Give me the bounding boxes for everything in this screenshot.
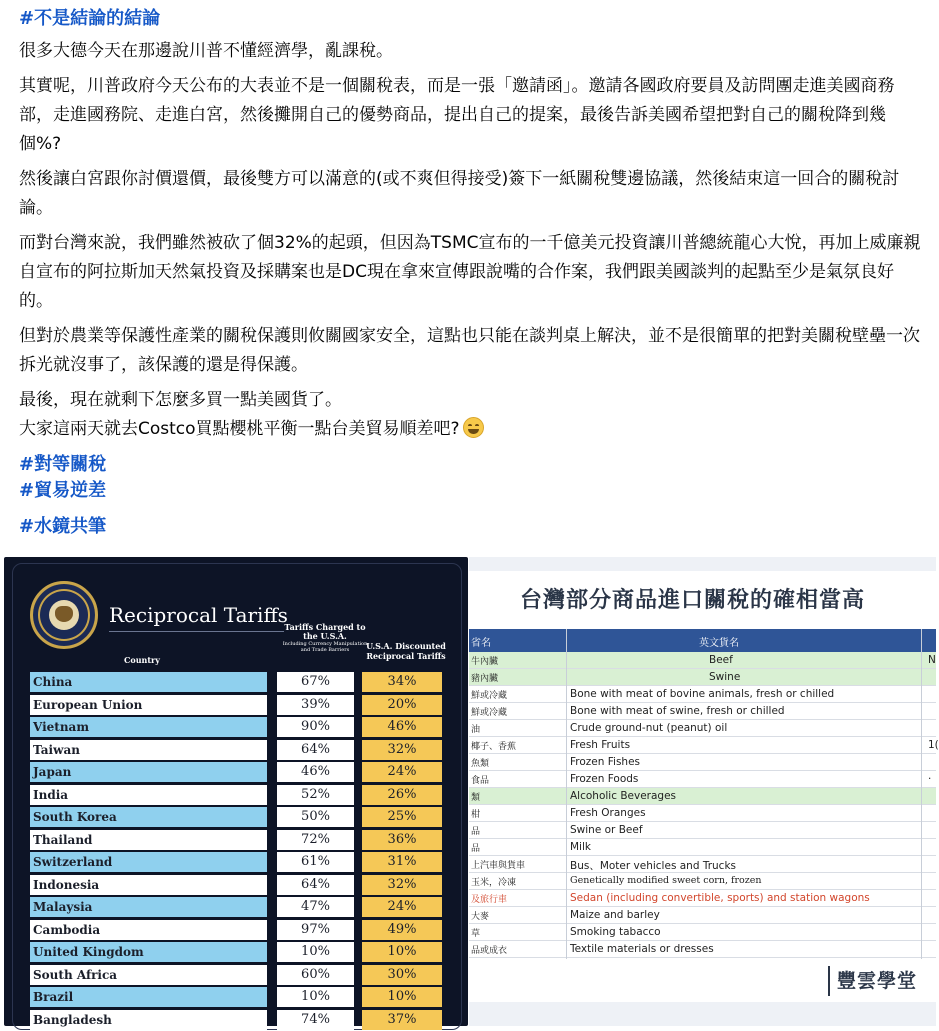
taiwan-table-row	[469, 771, 936, 788]
zh-item-name: 及旅行車	[471, 892, 507, 905]
country-name: United Kingdom	[30, 942, 267, 962]
paragraph-4: 而對台灣來說，我們雖然被砍了個32%的起頭，但因為TSMC宣布的一千億美元投資讓川普總統龍心大悅，再加上威廉親自宣布的阿拉斯加天然氣投資及採購案也是DC現在拿來宣傳跟說嘴的合作案，我們跟美國談判的起點至少是氣氛良好的。	[19, 229, 924, 316]
country-name: Brazil	[30, 987, 267, 1007]
tariff-charged-value: 64%	[277, 875, 354, 895]
tariff-row	[30, 739, 450, 762]
en-item-name: Sedan (including convertible, sports) and station wagons	[570, 892, 870, 904]
tariff-rate-cell: 1(	[928, 739, 939, 751]
reciprocal-tariffs-image[interactable]	[4, 557, 468, 1026]
brand-logo-text: 豐雲學堂	[837, 966, 917, 993]
tariff-row	[30, 851, 450, 874]
en-item-name: Bus、Moter vehicles and Trucks	[570, 858, 736, 873]
taiwan-table-row	[469, 873, 936, 890]
tariff-discounted-value: 10%	[362, 942, 442, 962]
taiwan-table-row	[469, 822, 936, 839]
tariff-discounted-value: 49%	[362, 920, 442, 940]
country-name: South Korea	[30, 807, 267, 827]
header-zh-name: 省名	[471, 634, 491, 649]
tariff-charged-value: 90%	[277, 717, 354, 737]
tariff-charged-value: 60%	[277, 965, 354, 985]
country-name: India	[30, 785, 267, 805]
zh-item-name: 牛內臟	[471, 654, 498, 667]
taiwan-table-title: 台灣部分商品進口關稅的確相當高	[520, 583, 865, 614]
tariff-row	[30, 1009, 450, 1031]
taiwan-table-row	[469, 686, 936, 703]
tariff-charged-value: 64%	[277, 740, 354, 760]
taiwan-table-row	[469, 720, 936, 737]
taiwan-table-row	[469, 754, 936, 771]
taiwan-table-row	[469, 941, 936, 958]
tariff-row	[30, 761, 450, 784]
hashtag-list	[19, 452, 924, 540]
zh-item-name: 類	[471, 790, 480, 803]
country-name: South Africa	[30, 965, 267, 985]
tariff-rate-cell: ·	[928, 773, 931, 785]
table-divider	[566, 629, 567, 959]
tariff-row	[30, 829, 450, 852]
taiwan-table-row	[469, 652, 936, 669]
zh-item-name: 豬內臟	[471, 671, 498, 684]
zh-item-name: 品	[471, 824, 480, 837]
tariff-discounted-value: 26%	[362, 785, 442, 805]
zh-item-name: 鮮或冷藏	[471, 705, 507, 718]
tariff-discounted-value: 31%	[362, 852, 442, 872]
tariff-row	[30, 694, 450, 717]
en-item-name: Genetically modified sweet corn, frozen	[570, 875, 762, 886]
column-header-discounted: U.S.A. Discounted Reciprocal Tariffs	[366, 641, 446, 661]
paragraph-1: 很多大德今天在那邊說川普不懂經濟學，亂課稅。	[19, 37, 924, 66]
tariff-charged-value: 10%	[277, 987, 354, 1007]
tariff-row	[30, 784, 450, 807]
en-item-name: Alcoholic Beverages	[570, 790, 676, 802]
en-item-name: Bone with meat of bovine animals, fresh or chilled	[570, 688, 834, 700]
tariff-charged-value: 10%	[277, 942, 354, 962]
zh-item-name: 椰子、香蕉	[471, 739, 516, 752]
tariff-row	[30, 716, 450, 739]
tariff-row	[30, 941, 450, 964]
tariff-discounted-value: 30%	[362, 965, 442, 985]
taiwan-table-row	[469, 737, 936, 754]
en-item-name: Crude ground-nut (peanut) oil	[570, 722, 727, 734]
tariff-discounted-value: 10%	[362, 987, 442, 1007]
country-name: China	[30, 672, 267, 692]
taiwan-table-header	[469, 629, 936, 652]
country-name: Japan	[30, 762, 267, 782]
taiwan-table-row	[469, 669, 936, 686]
closing-line-1: 最後，現在就剩下怎麼多買一點美國貨了。	[19, 390, 342, 410]
taiwan-tariff-table	[469, 629, 936, 958]
tariff-charged-value: 74%	[277, 1010, 354, 1030]
tariff-discounted-value: 37%	[362, 1010, 442, 1030]
zh-item-name: 玉米，冷凍	[471, 875, 516, 888]
tariff-table	[30, 671, 450, 1031]
country-name: Thailand	[30, 830, 267, 850]
taiwan-table-row	[469, 890, 936, 907]
hashtag-reciprocal-tariff[interactable]: #對等關稅	[19, 452, 924, 478]
title-underline	[109, 631, 284, 632]
reciprocal-tariffs-title: Reciprocal Tariffs	[109, 603, 288, 627]
taiwan-table-row	[469, 839, 936, 856]
tariff-charged-value: 67%	[277, 672, 354, 692]
taiwan-table-row	[469, 805, 936, 822]
column-header-charged-label: Tariffs Charged to the U.S.A.	[284, 622, 365, 641]
tariff-discounted-value: 36%	[362, 830, 442, 850]
zh-item-name: 草	[471, 926, 480, 939]
closing-line-2: 大家這兩天就去Costco買點櫻桃平衡一點台美貿易順差吧?	[19, 419, 460, 439]
tariff-charged-value: 39%	[277, 695, 354, 715]
taiwan-import-tariff-image[interactable]	[469, 557, 936, 1026]
tariff-row	[30, 964, 450, 987]
zh-item-name: 鮮或冷藏	[471, 688, 507, 701]
en-item-name: Frozen Fishes	[570, 756, 640, 768]
taiwan-table-row	[469, 703, 936, 720]
en-item-name: Beef	[709, 654, 733, 666]
column-header-charged	[282, 623, 368, 653]
tariff-discounted-value: 32%	[362, 740, 442, 760]
hashtag-trade-deficit[interactable]: #貿易逆差	[19, 478, 924, 504]
post-body	[19, 6, 924, 540]
en-item-name: Fresh Fruits	[570, 739, 630, 751]
zh-item-name: 魚類	[471, 756, 489, 769]
en-item-name: Maize and barley	[570, 909, 660, 921]
header-en-name: 英文貨名	[699, 634, 739, 649]
tariff-charged-value: 72%	[277, 830, 354, 850]
hashtag-shuijing[interactable]: #水鏡共筆	[19, 514, 924, 540]
tariff-discounted-value: 32%	[362, 875, 442, 895]
tariff-discounted-value: 46%	[362, 717, 442, 737]
tariff-rate-cell: N	[928, 654, 936, 666]
taiwan-table-row	[469, 907, 936, 924]
zh-item-name: 上汽車與貨車	[471, 858, 525, 871]
presidential-seal-icon	[30, 581, 98, 649]
taiwan-table-row	[469, 856, 936, 873]
en-item-name: Textile materials or dresses	[570, 943, 714, 955]
country-name: Taiwan	[30, 740, 267, 760]
tariff-discounted-value: 20%	[362, 695, 442, 715]
tariff-row	[30, 896, 450, 919]
tariff-row	[30, 986, 450, 1009]
column-header-country: Country	[124, 655, 160, 665]
zh-item-name: 品或成衣	[471, 943, 507, 956]
table-divider	[921, 629, 922, 959]
en-item-name: Fresh Oranges	[570, 807, 646, 819]
tariff-charged-value: 52%	[277, 785, 354, 805]
en-item-name: Swine or Beef	[570, 824, 643, 836]
paragraph-closing	[19, 386, 924, 444]
tariff-row	[30, 806, 450, 829]
grinning-sweat-emoji-icon	[463, 417, 484, 438]
en-item-name: Frozen Foods	[570, 773, 638, 785]
en-item-name: Bone with meat of swine, fresh or chilled	[570, 705, 785, 717]
tariff-discounted-value: 25%	[362, 807, 442, 827]
taiwan-table-row	[469, 924, 936, 941]
en-item-name: Swine	[709, 671, 740, 683]
image-bottom-band	[469, 1002, 936, 1026]
tariff-discounted-value: 24%	[362, 897, 442, 917]
country-name: European Union	[30, 695, 267, 715]
tariff-charged-value: 61%	[277, 852, 354, 872]
taiwan-table-row	[469, 788, 936, 805]
country-name: Bangladesh	[30, 1010, 267, 1030]
country-name: Indonesia	[30, 875, 267, 895]
zh-item-name: 油	[471, 722, 480, 735]
zh-item-name: 大麥	[471, 909, 489, 922]
image-top-band	[469, 557, 936, 571]
country-name: Cambodia	[30, 920, 267, 940]
tariff-charged-value: 46%	[277, 762, 354, 782]
tariff-row	[30, 671, 450, 694]
tariff-discounted-value: 24%	[362, 762, 442, 782]
en-item-name: Milk	[570, 841, 591, 853]
hashtag-title[interactable]: #不是結論的結論	[19, 6, 924, 32]
tariff-charged-value: 50%	[277, 807, 354, 827]
zh-item-name: 柑	[471, 807, 480, 820]
brand-divider	[828, 966, 830, 996]
zh-item-name: 食品	[471, 773, 489, 786]
paragraph-2: 其實呢，川普政府今天公布的大表並不是一個關稅表，而是一張「邀請函」。邀請各國政府要員及訪問團走進美國商務部，走進國務院、走進白宮，然後攤開自己的優勢商品，提出自己的提案，最後告訴美國希望把對自己的關稅降到幾個%?	[19, 72, 924, 159]
paragraph-5: 但對於農業等保護性產業的關稅保護則攸關國家安全，這點也只能在談判桌上解決，並不是很簡單的把對美關稅壁壘一次拆光就沒事了，該保護的還是得保護。	[19, 322, 924, 380]
tariff-row	[30, 874, 450, 897]
country-name: Malaysia	[30, 897, 267, 917]
zh-item-name: 品	[471, 841, 480, 854]
tariff-row	[30, 919, 450, 942]
en-item-name: Smoking tabacco	[570, 926, 661, 938]
column-header-charged-note: Including Currency Manipulation and Trade Barriers	[282, 641, 368, 653]
tariff-charged-value: 97%	[277, 920, 354, 940]
country-name: Switzerland	[30, 852, 267, 872]
country-name: Vietnam	[30, 717, 267, 737]
tariff-discounted-value: 34%	[362, 672, 442, 692]
paragraph-3: 然後讓白宮跟你討價還價，最後雙方可以滿意的(或不爽但得接受)簽下一紙關稅雙邊協議，然後結束這一回合的關稅討論。	[19, 165, 924, 223]
attached-images	[0, 553, 936, 1026]
tariff-charged-value: 47%	[277, 897, 354, 917]
